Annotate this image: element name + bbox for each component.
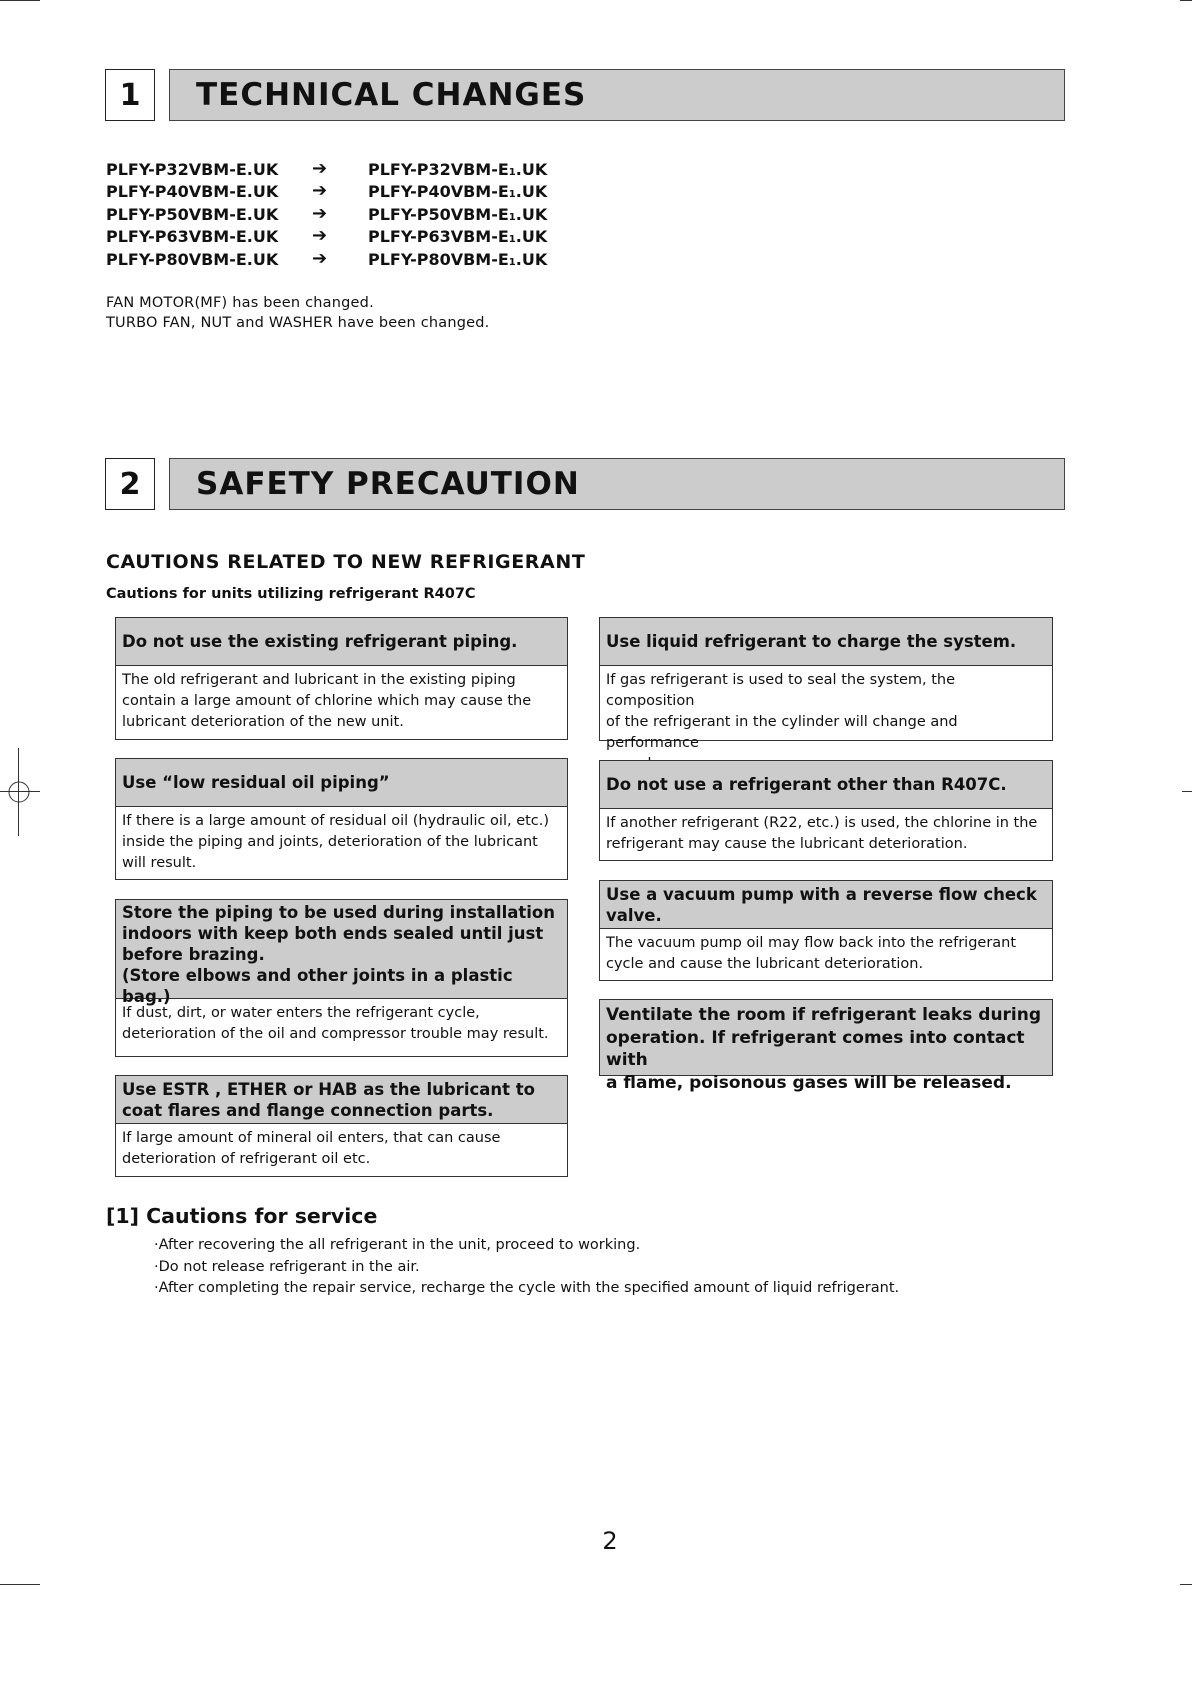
section-number: 2	[105, 458, 155, 510]
caution-body: The old refrigerant and lubricant in the existing piping contain a large amount of chlorine which may cause the lubricant deterioration of the new unit.	[122, 672, 532, 730]
new-model: PLFY-P50VBM-E1.UK	[368, 205, 548, 224]
caution-body: If large amount of mineral oil enters, that can cause deterioration of refrigerant oil etc.	[122, 1130, 501, 1167]
arrow-right-icon: ➔	[312, 180, 328, 201]
caution-body: If another refrigerant (R22, etc.) is used, the chlorine in the refrigerant may cause the lubricant deterioration.	[606, 815, 1038, 852]
caution-body: If dust, dirt, or water enters the refrigerant cycle, deterioration of the oil and compressor trouble may result.	[122, 1005, 549, 1042]
caution-box	[115, 1075, 568, 1177]
caution-box	[599, 617, 1053, 751]
arrow-right-icon: ➔	[312, 158, 328, 179]
old-model: PLFY-P50VBM-E.UK	[106, 205, 279, 224]
section-number: 1	[105, 69, 155, 121]
service-item: ·After completing the repair service, recharge the cycle with the specified amount of liquid refrigerant.	[154, 1280, 900, 1296]
old-model: PLFY-P80VBM-E.UK	[106, 250, 279, 269]
change-note: FAN MOTOR(MF) has been changed.	[106, 295, 374, 311]
old-model: PLFY-P40VBM-E.UK	[106, 182, 279, 201]
change-note: TURBO FAN, NUT and WASHER have been changed.	[106, 315, 490, 331]
caution-box	[599, 880, 1053, 981]
caution-heading: Use a vacuum pump with a reverse flow check valve.	[600, 881, 1052, 929]
subsection-subtitle: Cautions for units utilizing refrigerant R407C	[106, 586, 476, 602]
caution-heading: Use ESTR , ETHER or HAB as the lubricant to coat flares and flange connection parts.	[116, 1076, 567, 1124]
caution-heading: Use “low residual oil piping”	[116, 759, 567, 807]
arrow-right-icon: ➔	[312, 248, 328, 269]
service-heading: [1] Cautions for service	[106, 1204, 378, 1228]
new-model: PLFY-P40VBM-E1.UK	[368, 182, 548, 201]
caution-body: If gas refrigerant is used to seal the system, the composition of the refrigerant in the cylinder will change and performance	[606, 672, 958, 751]
caution-heading: Do not use the existing refrigerant piping.	[116, 618, 567, 666]
old-model: PLFY-P63VBM-E.UK	[106, 227, 279, 246]
crop-mark	[1180, 0, 1192, 1]
arrow-right-icon: ➔	[312, 225, 328, 246]
caution-heading: Ventilate the room if refrigerant leaks during operation. If refrigerant comes into contact with a flame, poisonous gases will be released.	[600, 1000, 1052, 1075]
subsection-title: CAUTIONS RELATED TO NEW REFRIGERANT	[106, 551, 586, 573]
new-model: PLFY-P63VBM-E1.UK	[368, 227, 548, 246]
section-title: TECHNICAL CHANGES	[169, 69, 1065, 121]
section-title: SAFETY PRECAUTION	[169, 458, 1065, 510]
crop-mark	[1180, 1584, 1192, 1585]
page-number: 2	[602, 1527, 618, 1555]
caution-box	[599, 999, 1053, 1093]
caution-box	[115, 899, 568, 1057]
old-model: PLFY-P32VBM-E.UK	[106, 160, 279, 179]
arrow-right-icon: ➔	[312, 203, 328, 224]
crop-mark	[1182, 791, 1192, 792]
caution-box	[599, 760, 1053, 861]
new-model: PLFY-P80VBM-E1.UK	[368, 250, 548, 269]
service-item: ·After recovering the all refrigerant in the unit, proceed to working.	[154, 1237, 641, 1253]
crop-mark	[0, 1584, 40, 1585]
caution-body: The vacuum pump oil may flow back into the refrigerant cycle and cause the lubricant deterioration.	[606, 935, 1017, 972]
caution-heading: Use liquid refrigerant to charge the system.	[600, 618, 1052, 666]
registration-mark-icon	[6, 779, 32, 805]
caution-box	[115, 758, 568, 880]
caution-heading: Store the piping to be used during installation indoors with keep both ends sealed until just before brazing. (Store elbows and other joints in a plastic bag.)	[116, 900, 567, 999]
caution-body: If there is a large amount of residual oil (hydraulic oil, etc.) inside the piping and joints, deterioration of the lubricant will result.	[122, 813, 550, 871]
caution-heading: Do not use a refrigerant other than R407C.	[600, 761, 1052, 809]
crop-mark	[0, 0, 40, 1]
caution-box	[115, 617, 568, 740]
new-model: PLFY-P32VBM-E1.UK	[368, 160, 548, 179]
service-item: ·Do not release refrigerant in the air.	[154, 1259, 420, 1275]
